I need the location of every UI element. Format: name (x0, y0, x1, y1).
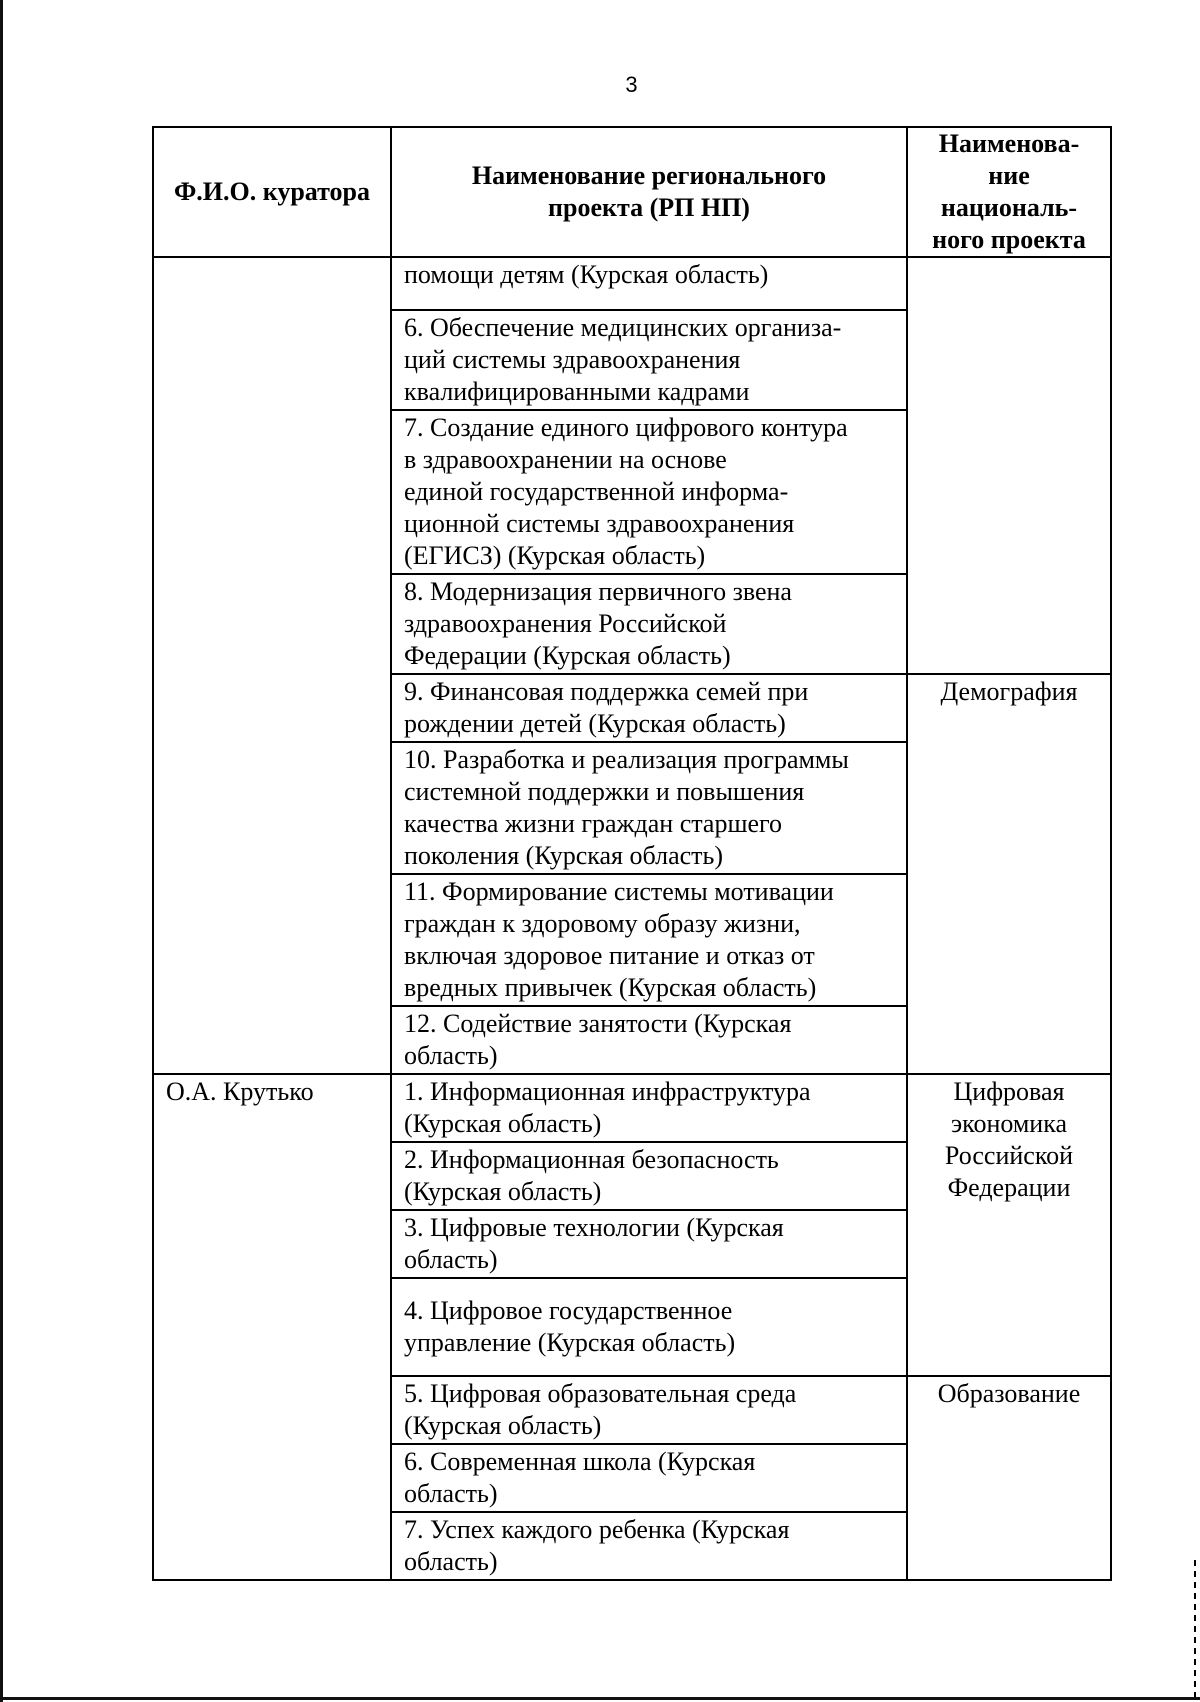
project-line: (ЕГИСЗ) (Курская область) (404, 541, 706, 570)
page-number: 3 (625, 72, 638, 97)
regional-project-cell (391, 874, 907, 1006)
project-line: здравоохранения Российской (404, 609, 727, 638)
header-national-project (907, 127, 1111, 257)
project-line: 3. Цифровые технологии (Курская (404, 1213, 784, 1242)
national-project-cell (907, 1074, 1111, 1376)
header-curator (153, 127, 391, 257)
scan-edge-left (0, 0, 3, 1702)
project-line: 6. Современная школа (Курская (404, 1447, 756, 1476)
regional-project-cell (391, 410, 907, 574)
project-line: 7. Успех каждого ребенка (Курская (404, 1515, 790, 1544)
project-line: 10. Разработка и реализация программы (404, 745, 849, 774)
regional-project-cell (391, 1376, 907, 1444)
project-line: область) (404, 1245, 498, 1274)
table-header (153, 127, 1111, 257)
project-line: граждан к здоровому образу жизни, (404, 909, 801, 938)
project-line: (Курская область) (404, 1411, 602, 1440)
project-line: область) (404, 1479, 498, 1508)
national-project-line: Демография (940, 677, 1078, 706)
national-project-line: Российской (944, 1141, 1074, 1170)
regional-project-cell (391, 674, 907, 742)
regional-project-cell (391, 1142, 907, 1210)
scan-edge-right (1194, 1560, 1196, 1702)
project-line: ций системы здравоохранения (404, 345, 741, 374)
regional-project-cell (391, 1074, 907, 1142)
regional-project-cell (391, 742, 907, 874)
project-line: помощи детям (Курская область) (404, 260, 769, 289)
project-line: 2. Информационная безопасность (404, 1145, 779, 1174)
project-line: единой государственной информа- (404, 477, 789, 506)
national-project-cell (907, 257, 1111, 674)
project-line: ционной системы здравоохранения (404, 509, 795, 538)
project-line: в здравоохранении на основе (404, 445, 727, 474)
project-line: 5. Цифровая образовательная среда (404, 1379, 797, 1408)
project-line: 7. Создание единого цифрового контура (404, 413, 848, 442)
project-line: 9. Финансовая поддержка семей при (404, 677, 809, 706)
regional-project-cell (391, 1006, 907, 1074)
header-national-line: Наименова- (938, 129, 1080, 158)
regional-project-cell (391, 1278, 907, 1376)
regional-project-cell (391, 1444, 907, 1512)
scan-edge-bottom (0, 1697, 1200, 1700)
national-project-line: Федерации (947, 1173, 1071, 1202)
project-line: Федерации (Курская область) (404, 641, 731, 670)
table-row (153, 257, 1111, 310)
project-line: 6. Обеспечение медицинских организа- (404, 313, 842, 342)
regional-project-cell (391, 1210, 907, 1278)
table-body (153, 257, 1111, 1580)
project-line: включая здоровое питание и отказ от (404, 941, 815, 970)
project-line: 1. Информационная инфраструктура (404, 1077, 811, 1106)
regional-project-cell (391, 310, 907, 410)
project-line: 12. Содействие занятости (Курская (404, 1009, 792, 1038)
table-row (153, 1074, 1111, 1142)
project-line: поколения (Курская область) (404, 841, 724, 870)
header-regional-line: проекта (РП НП) (548, 193, 750, 222)
national-project-line: экономика (950, 1109, 1068, 1138)
project-line: системной поддержки и повышения (404, 777, 805, 806)
national-project-line: Цифровая (953, 1077, 1065, 1106)
regional-project-cell (391, 574, 907, 674)
header-national-line: ние (988, 161, 1030, 190)
project-line: качества жизни граждан старшего (404, 809, 783, 838)
project-line: (Курская область) (404, 1109, 602, 1138)
project-line: область) (404, 1547, 498, 1576)
regional-project-cell (391, 257, 907, 310)
project-line: управление (Курская область) (404, 1328, 736, 1357)
national-project-line: Образование (937, 1379, 1081, 1408)
project-line: 8. Модернизация первичного звена (404, 577, 792, 606)
project-line: (Курская область) (404, 1177, 602, 1206)
curator-cell: О.А. Крутько (153, 1074, 391, 1580)
header-national-line: националь- (940, 193, 1078, 222)
national-project-cell (907, 674, 1111, 1074)
regional-project-cell (391, 1512, 907, 1580)
curators-table (152, 126, 1112, 1581)
project-line: 11. Формирование системы мотивации (404, 877, 834, 906)
project-line: вредных привычек (Курская область) (404, 973, 817, 1002)
project-line: рождении детей (Курская область) (404, 709, 786, 738)
header-curator-text: Ф.И.О. куратора (173, 177, 371, 206)
header-regional-line: Наименование регионального (471, 161, 827, 190)
project-line: 4. Цифровое государственное (404, 1296, 733, 1325)
project-line: область) (404, 1041, 498, 1070)
curator-cell (153, 257, 391, 1074)
header-regional-project (391, 127, 907, 257)
header-national-line: ного проекта (932, 225, 1086, 254)
project-line: квалифицированными кадрами (404, 377, 750, 406)
national-project-cell (907, 1376, 1111, 1580)
